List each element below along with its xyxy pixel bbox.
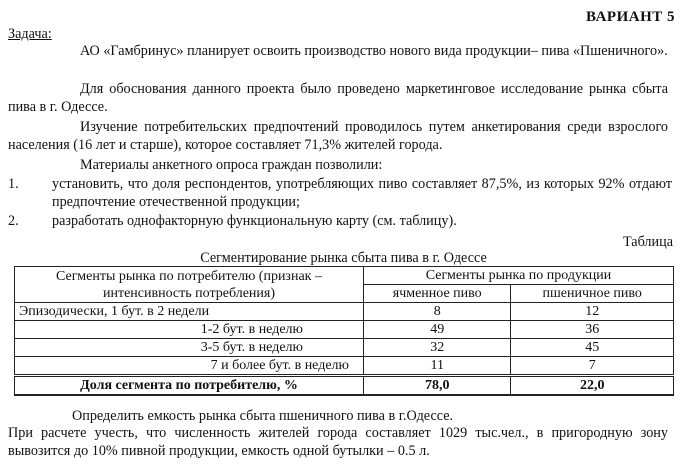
list-item-2: разработать однофакторную функциональную карту (см. таблицу). bbox=[52, 213, 457, 229]
total-wheat: 22,0 bbox=[511, 376, 674, 396]
segmentation-table bbox=[14, 266, 674, 396]
table-title: Сегментирование рынка сбыта пива в г. Одессе bbox=[200, 250, 487, 266]
segment-name: 3-5 бут. в неделю bbox=[15, 339, 364, 357]
barley-value: 32 bbox=[364, 339, 511, 357]
table-row bbox=[15, 321, 674, 339]
table-row bbox=[15, 303, 674, 321]
task-question: Определить емкость рынка сбыта пшеничного пива в г.Одессе. bbox=[72, 408, 454, 424]
paragraph-justification: Для обоснования данного проекта было проведено маркетинговое исследование рынка сбыта пива в г. Одессе. bbox=[8, 81, 668, 115]
paragraph-intro: АО «Гамбринус» планирует освоить производство нового вида продукции– пива «Пшеничного». bbox=[80, 43, 668, 59]
total-label: Доля сегмента по потребителю, % bbox=[15, 376, 364, 396]
table-label: Таблица bbox=[622, 234, 673, 250]
barley-value: 8 bbox=[364, 303, 511, 321]
header-barley-beer: ячменное пиво bbox=[364, 285, 511, 303]
wheat-value: 7 bbox=[511, 357, 674, 376]
header-product-segments: Сегменты рынка по продукции bbox=[364, 267, 674, 285]
list-number-2: 2. bbox=[8, 213, 19, 229]
segment-name: Эпизодически, 1 бут. в 2 недели bbox=[15, 303, 364, 321]
table-row bbox=[15, 339, 674, 357]
barley-value: 49 bbox=[364, 321, 511, 339]
wheat-value: 45 bbox=[511, 339, 674, 357]
segment-name: 7 и более бут. в неделю bbox=[15, 357, 364, 376]
table-total-row bbox=[15, 376, 674, 396]
variant-heading: ВАРИАНТ 5 bbox=[586, 9, 675, 25]
header-wheat-beer: пшеничное пиво bbox=[511, 285, 674, 303]
list-item-1: установить, что доля респондентов, употребляющих пиво составляет 87,5%, из которых 92% отдают предпочтение отечественной продукции; bbox=[52, 176, 672, 210]
paragraph-materials: Материалы анкетного опроса граждан позволили: bbox=[80, 157, 383, 173]
table-row bbox=[15, 357, 674, 376]
table-header-row bbox=[15, 267, 674, 285]
calculation-conditions: При расчете учесть, что численность жителей города составляет 1029 тыс.чел., в пригородную зону вывозится до 10% пивной продукции, емкость одной бутылки – 0.5 л. bbox=[8, 425, 668, 459]
wheat-value: 36 bbox=[511, 321, 674, 339]
segment-name: 1-2 бут. в неделю bbox=[15, 321, 364, 339]
total-barley: 78,0 bbox=[364, 376, 511, 396]
list-number-1: 1. bbox=[8, 176, 19, 192]
task-label: Задача: bbox=[8, 26, 52, 42]
wheat-value: 12 bbox=[511, 303, 674, 321]
barley-value: 11 bbox=[364, 357, 511, 376]
paragraph-survey: Изучение потребительских предпочтений проводилось путем анкетирования среди взрослого населения (16 лет и старше), которое составляет 71,3% жителей города. bbox=[8, 119, 668, 153]
header-consumer-segments: Сегменты рынка по потребителю (признак – интенсивность потребления) bbox=[15, 267, 364, 303]
